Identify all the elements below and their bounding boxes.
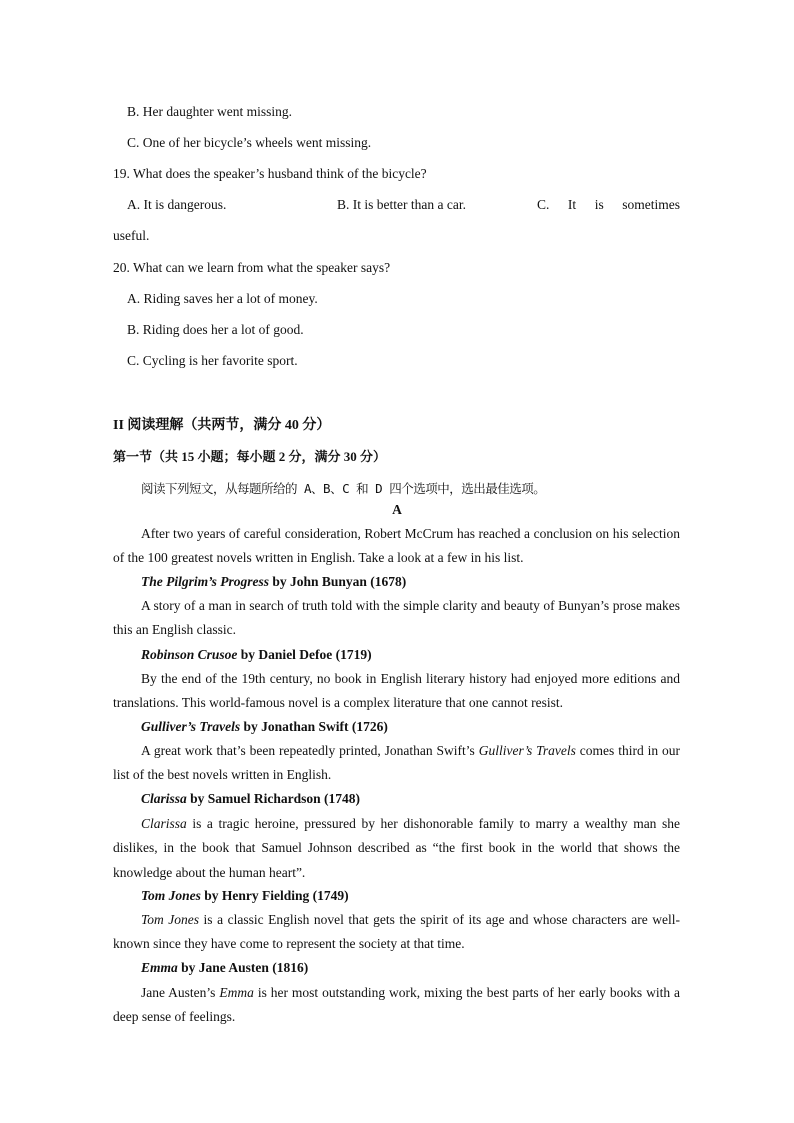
- section-heading: II 阅读理解（共两节，满分 40 分）: [113, 418, 331, 433]
- book-title: Tom Jones: [141, 888, 201, 903]
- book-description: Clarissa is a tragic heroine, pressured by her dishonorable family to marry a wealthy man she dislikes, in the book that Samuel Johnson described as “the first book in the world that shows the knowledge about the human heart”.: [113, 816, 680, 880]
- book-title: The Pilgrim’s Progress: [141, 574, 269, 589]
- q20-stem: 20. What can we learn from what the speaker says?: [113, 260, 391, 275]
- passage-label: A: [392, 502, 402, 517]
- q20-option-a: A. Riding saves her a lot of money.: [127, 291, 318, 306]
- q18-option-c: C. One of her bicycle’s wheels went missing.: [127, 135, 372, 150]
- book-title-row: [141, 791, 360, 807]
- q19-stem: 19. What does the speaker’s husband think of the bicycle?: [113, 166, 427, 181]
- q19-option-c: C. It is sometimes: [537, 197, 680, 212]
- book-byline: by Henry Fielding (1749): [200, 888, 349, 903]
- instruction-text: 阅读下列短文，从每题所给的 A、B、C 和 D 四个选项中，选出最佳选项。: [141, 481, 546, 496]
- book-title-row: [141, 647, 372, 663]
- book-description: Tom Jones is a classic English novel that gets the spirit of its age and whose characters are well-known since they have come to represent the society at that time.: [113, 912, 680, 952]
- book-title-row: [141, 960, 308, 976]
- book-description: By the end of the 19th century, no book in English literary history had enjoyed more editions and translations. This world-famous novel is a complex literature that one cannot resist.: [113, 671, 680, 711]
- book-title-row: [141, 574, 406, 590]
- q19-option-b: B. It is better than a car.: [337, 197, 466, 212]
- book-byline: by John Bunyan (1678): [269, 574, 407, 589]
- book-title: Gulliver’s Travels: [141, 719, 241, 734]
- book-title: Clarissa: [141, 791, 187, 806]
- q20-option-c: C. Cycling is her favorite sport.: [127, 353, 298, 368]
- q19-option-a: A. It is dangerous.: [127, 197, 227, 212]
- q20-option-b: B. Riding does her a lot of good.: [127, 322, 304, 337]
- book-title-row: [141, 719, 388, 735]
- book-title-row: [141, 888, 349, 904]
- book-description: Jane Austen’s Emma is her most outstanding work, mixing the best parts of her early books with a deep sense of feelings.: [113, 985, 680, 1025]
- part-heading: 第一节（共 15 小题；每小题 2 分，满分 30 分）: [113, 449, 387, 464]
- book-title: Emma: [141, 960, 178, 975]
- q19-option-c-wrap: useful.: [113, 228, 150, 243]
- q18-option-b: B. Her daughter went missing.: [127, 104, 292, 119]
- book-byline: by Daniel Defoe (1719): [237, 647, 372, 662]
- book-description: A story of a man in search of truth told with the simple clarity and beauty of Bunyan’s prose makes this an English classic.: [113, 598, 680, 638]
- book-description: A great work that’s been repeatedly printed, Jonathan Swift’s Gulliver’s Travels comes third in our list of the best novels written in English.: [113, 743, 681, 783]
- book-byline: by Samuel Richardson (1748): [186, 791, 361, 806]
- book-byline: by Jonathan Swift (1726): [240, 719, 388, 734]
- book-title: Robinson Crusoe: [141, 647, 238, 662]
- book-byline: by Jane Austen (1816): [177, 960, 309, 975]
- passage-intro: After two years of careful consideration, Robert McCrum has reached a conclusion on his selection of the 100 greatest novels written in English. Take a look at a few in his list.: [113, 526, 680, 566]
